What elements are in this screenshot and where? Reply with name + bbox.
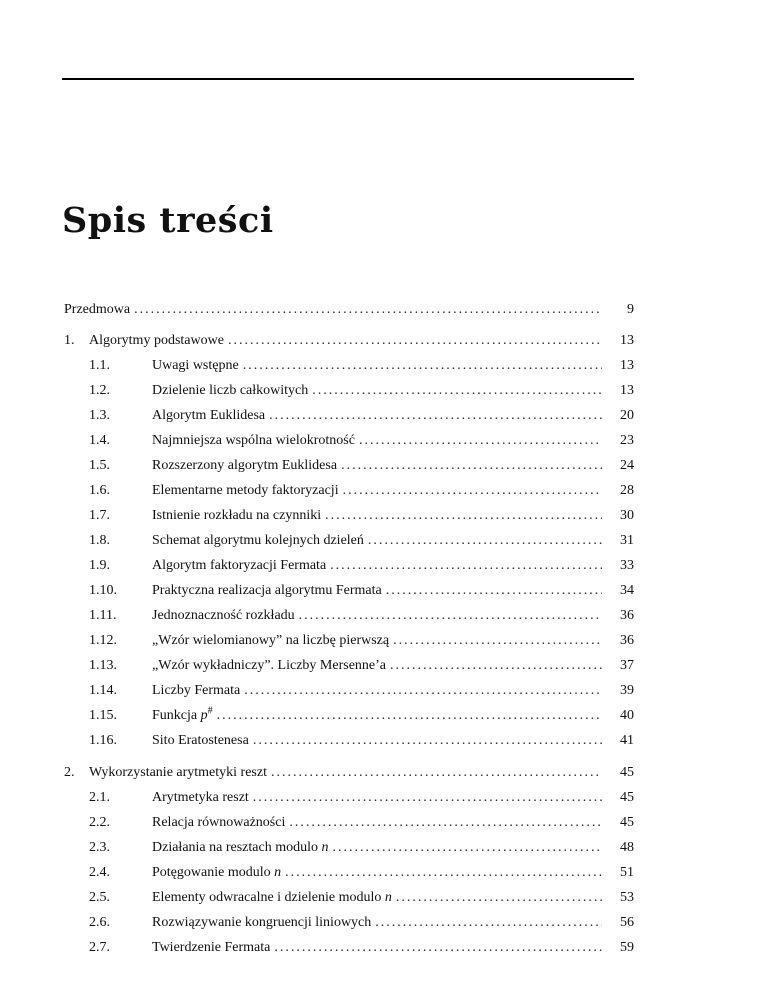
toc-entry-section[interactable]	[64, 381, 634, 401]
toc-entry-title: Uwagi wstępne	[152, 356, 243, 376]
leader-dots	[289, 813, 602, 833]
toc-number: 2.	[64, 765, 75, 780]
toc-number: 1.16.	[89, 733, 117, 748]
leader-dots	[375, 913, 602, 933]
toc-page-number: 37	[620, 658, 634, 673]
toc-number: 1.5.	[89, 458, 110, 473]
toc-entry-title: Wykorzystanie arytmetyki reszt	[89, 763, 271, 783]
toc-page-number: 45	[620, 790, 634, 805]
toc-entry-title: „Wzór wielomianowy” na liczbę pierwszą	[152, 631, 393, 651]
toc-page-number: 24	[620, 458, 634, 473]
toc-entry-chapter-2[interactable]	[64, 763, 634, 783]
toc-page-number: 36	[620, 633, 634, 648]
leader-dots	[368, 531, 602, 551]
leader-dots	[271, 763, 602, 783]
toc-entry-section[interactable]	[64, 913, 634, 933]
toc-page-number: 33	[620, 558, 634, 573]
toc-page-number: 39	[620, 683, 634, 698]
toc-entry-section[interactable]	[64, 456, 634, 476]
toc-number: 1.12.	[89, 633, 117, 648]
toc-page-number: 51	[620, 865, 634, 880]
toc-page-number: 30	[620, 508, 634, 523]
leader-dots	[325, 506, 602, 526]
toc-page-number: 53	[620, 890, 634, 905]
toc-entry-section[interactable]	[64, 631, 634, 651]
toc-entry-title: Funkcja p#	[152, 706, 217, 726]
leader-dots	[274, 938, 602, 958]
toc-entry-section[interactable]	[64, 938, 634, 958]
toc-entry-title: Istnienie rozkładu na czynniki	[152, 506, 325, 526]
toc-page-number: 45	[620, 815, 634, 830]
toc-entry-preface[interactable]	[64, 300, 634, 320]
toc-entry-section[interactable]	[64, 581, 634, 601]
leader-dots	[390, 656, 602, 676]
leader-dots	[393, 631, 602, 651]
toc-entry-title: Rozszerzony algorytm Euklidesa	[152, 456, 341, 476]
toc-entry-section[interactable]	[64, 788, 634, 808]
toc-entry-title: Twierdzenie Fermata	[152, 938, 274, 958]
toc-entry-title: Rozwiązywanie kongruencji liniowych	[152, 913, 375, 933]
toc-entry-title: Działania na resztach modulo n	[152, 838, 332, 858]
toc-number: 1.6.	[89, 483, 110, 498]
toc-page-number: 56	[620, 915, 634, 930]
toc-entry-title: „Wzór wykładniczy”. Liczby Mersenne’a	[152, 656, 390, 676]
toc-entry-title: Sito Eratostenesa	[152, 731, 253, 751]
toc-number: 1.15.	[89, 708, 117, 723]
toc-number: 1.8.	[89, 533, 110, 548]
toc-entry-title: Dzielenie liczb całkowitych	[152, 381, 312, 401]
toc-entry-section[interactable]	[64, 888, 634, 908]
toc-number: 2.4.	[89, 865, 110, 880]
toc-number: 1.7.	[89, 508, 110, 523]
toc-number: 1.	[64, 333, 75, 348]
leader-dots	[253, 731, 602, 751]
toc-page-number: 36	[620, 608, 634, 623]
toc-page-number: 20	[620, 408, 634, 423]
toc-entry-title: Relacja równoważności	[152, 813, 289, 833]
toc-page-number: 45	[620, 765, 634, 780]
toc-entry-title: Algorytm faktoryzacji Fermata	[152, 556, 330, 576]
toc-entry-title: Algorytmy podstawowe	[89, 331, 228, 351]
leader-dots	[269, 406, 602, 426]
leader-dots	[343, 481, 602, 501]
toc-entry-section[interactable]	[64, 731, 634, 751]
toc-page-number: 23	[620, 433, 634, 448]
toc-number: 1.2.	[89, 383, 110, 398]
toc-page-number: 9	[627, 302, 634, 317]
toc-entry-title: Jednoznaczność rozkładu	[152, 606, 299, 626]
leader-dots	[217, 706, 602, 726]
toc-page-number: 40	[620, 708, 634, 723]
leader-dots	[228, 331, 602, 351]
leader-dots	[312, 381, 602, 401]
leader-dots	[341, 456, 602, 476]
toc-number: 1.13.	[89, 658, 117, 673]
toc-number: 1.3.	[89, 408, 110, 423]
toc-entry-section[interactable]	[64, 356, 634, 376]
toc-entry-section[interactable]	[64, 531, 634, 551]
toc-number: 1.4.	[89, 433, 110, 448]
toc-entry-title: Przedmowa	[64, 300, 134, 320]
leader-dots	[243, 356, 602, 376]
leader-dots	[359, 431, 602, 451]
toc-page-number: 13	[620, 383, 634, 398]
toc-entry-section[interactable]	[64, 606, 634, 626]
toc-entry-title: Liczby Fermata	[152, 681, 244, 701]
leader-dots	[134, 300, 602, 320]
leader-dots	[386, 581, 602, 601]
toc-entry-section[interactable]	[64, 506, 634, 526]
toc-number: 1.1.	[89, 358, 110, 373]
toc-number: 2.3.	[89, 840, 110, 855]
toc-number: 2.1.	[89, 790, 110, 805]
toc-number: 2.7.	[89, 940, 110, 955]
leader-dots	[330, 556, 602, 576]
toc-number: 2.6.	[89, 915, 110, 930]
page-title: Spis treści	[62, 200, 274, 241]
toc-page-number: 59	[620, 940, 634, 955]
toc-number: 1.14.	[89, 683, 117, 698]
toc-entry-section[interactable]	[64, 813, 634, 833]
toc-entry-title: Potęgowanie modulo n	[152, 863, 285, 883]
leader-dots	[396, 888, 602, 908]
toc-entry-chapter-1[interactable]	[64, 331, 634, 351]
toc-number: 1.9.	[89, 558, 110, 573]
leader-dots	[332, 838, 602, 858]
toc-entry-section[interactable]	[64, 481, 634, 501]
toc-entry-title: Praktyczna realizacja algorytmu Fermata	[152, 581, 386, 601]
toc-entry-section[interactable]	[64, 406, 634, 426]
toc-page-number: 41	[620, 733, 634, 748]
leader-dots	[285, 863, 602, 883]
toc-number: 1.11.	[89, 608, 117, 623]
toc-entry-section[interactable]	[64, 706, 634, 726]
toc-entry-section[interactable]	[64, 838, 634, 858]
toc-page-number: 34	[620, 583, 634, 598]
toc-page-number: 13	[620, 358, 634, 373]
toc-entry-title: Elementarne metody faktoryzacji	[152, 481, 343, 501]
leader-dots	[244, 681, 602, 701]
toc-entry-section[interactable]	[64, 556, 634, 576]
toc-entry-title: Algorytm Euklidesa	[152, 406, 269, 426]
toc-page-number: 48	[620, 840, 634, 855]
toc-number: 1.10.	[89, 583, 117, 598]
leader-dots	[253, 788, 602, 808]
toc-entry-title: Schemat algorytmu kolejnych dzieleń	[152, 531, 368, 551]
toc-page-number: 31	[620, 533, 634, 548]
toc-entry-section[interactable]	[64, 681, 634, 701]
toc-entry-title: Elementy odwracalne i dzielenie modulo n	[152, 888, 396, 908]
leader-dots	[299, 606, 602, 626]
toc-entry-section[interactable]	[64, 431, 634, 451]
toc-number: 2.2.	[89, 815, 110, 830]
toc-entry-section[interactable]	[64, 656, 634, 676]
header-rule	[62, 78, 634, 80]
toc-entry-title: Arytmetyka reszt	[152, 788, 253, 808]
toc-page-number: 13	[620, 333, 634, 348]
toc-page-number: 28	[620, 483, 634, 498]
toc-number: 2.5.	[89, 890, 110, 905]
toc-entry-title: Najmniejsza wspólna wielokrotność	[152, 431, 359, 451]
toc-entry-section[interactable]	[64, 863, 634, 883]
